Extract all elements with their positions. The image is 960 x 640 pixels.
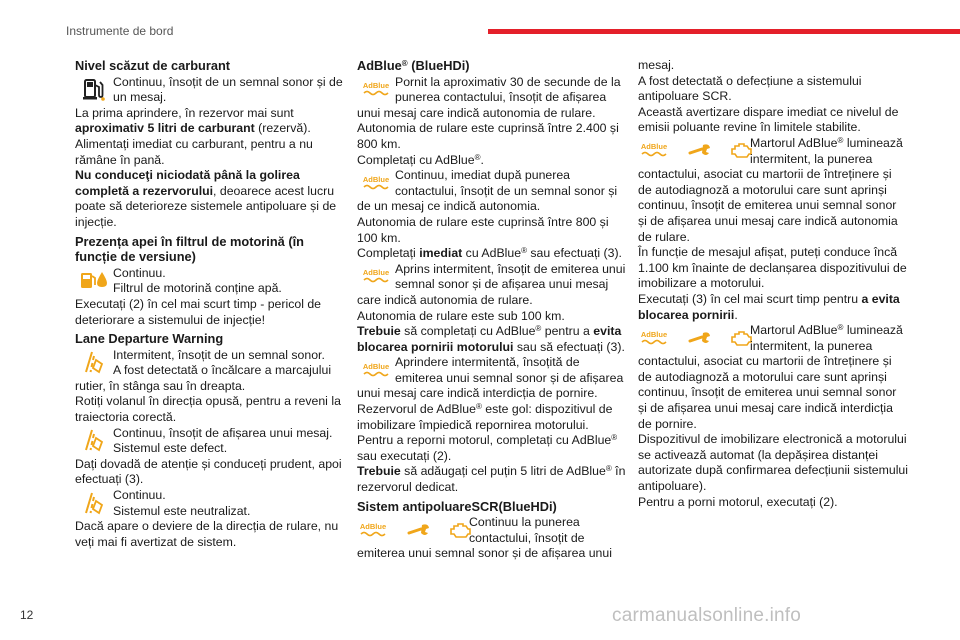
adblue-item-b — [357, 168, 627, 215]
scr-icon-group — [357, 515, 469, 544]
adblue-text-c1: Aprins intermitent, însoțit de emiterea unui semnal sonor și de afișarea unui mesaj care indică autonomia de rulare. — [357, 261, 626, 307]
section-header: Instrumente de bord — [66, 24, 174, 38]
scr-text-c2: Dispozitivul de imobilizare electronică a motorului se activează automat (la depășirea distanței autorizate după confirmarea defecțiunii sistemului antipoluare). — [638, 432, 908, 494]
wrench-icon — [407, 523, 431, 537]
adblue-title: AdBlue® (BlueHDi) — [357, 58, 470, 73]
water-text-3: Executați (2) în cel mai scurt timp - pericol de deteriorare a sistemului de injecție! — [75, 296, 322, 327]
adblue-text-a3: Completați cu AdBlue®. — [357, 152, 484, 167]
scr-text-c3: Pentru a porni motorul, executați (2). — [638, 494, 838, 509]
wrench-icon — [688, 331, 712, 345]
lane-text-b2: Sistemul este defect. — [113, 441, 228, 456]
water-in-diesel-icon — [75, 266, 113, 295]
fuel-item — [75, 75, 345, 106]
adblue-text-b3: Completați imediat cu AdBlue® sau efectuați (3). — [357, 246, 622, 261]
column-2 — [357, 58, 627, 562]
adblue-text-a2: Autonomia de rulare este cuprinsă între 2.400 și 800 km. — [357, 121, 619, 151]
adblue-text-d2: Rezervorul de AdBlue® este gol: dispozitivul de imobilizare împiedică repornirea motorului. — [357, 402, 613, 432]
lane-text-a2: A fost detectată o încălcare a marcajului rutier, în stânga sau în dreapta. — [75, 363, 332, 393]
scr-text-b1: Martorul AdBlue® luminează intermitent, la punerea contactului, asociat cu martorii de întreținere și de autodiagnoză a motorului care sunt aprinși continuu, însoțit de emiterea unui semnal sonor și de afișarea unui mesaj care indică autonomia de rulare. — [638, 135, 903, 244]
adblue-text-d4: Trebuie să adăugați cel puțin 5 litri de AdBlue® în rezervorul dedicat. — [357, 464, 626, 495]
adblue-icon: AdBlue — [357, 262, 395, 291]
fuel-text-2: La prima aprindere, în rezervor mai sunt aproximativ 5 litri de carburant (rezervă). — [75, 105, 311, 136]
scr-text-1: Continuu la punerea contactului, însoțit de emiterea unui semnal sonor și de afișarea unui — [357, 515, 612, 561]
adblue-text-c2: Autonomia de rulare este sub 100 km. — [357, 308, 565, 323]
lane-text-b1: Continuu, însoțit de afișarea unui mesaj. — [113, 425, 333, 440]
adblue-icon: AdBlue — [357, 355, 395, 384]
adblue-item-a — [357, 75, 627, 122]
watermark: carmanualsonline.info — [612, 605, 802, 626]
water-title: Prezența apei în filtrul de motorină (în funcție de versiune) — [75, 233, 304, 265]
lane-text-c2: Sistemul este neutralizat. — [113, 503, 251, 518]
scr-icon-group — [638, 323, 750, 352]
lane-text-a1: Intermitent, însoțit de un semnal sonor. — [113, 347, 325, 362]
scr-text-4: Această avertizare dispare imediat ce nivelul de emisii poluante revine în limitele stabilite. — [638, 104, 899, 135]
adblue-item-c — [357, 262, 627, 309]
lane-item-c — [75, 488, 345, 519]
lane-text-c3: Dacă apare o deviere de la direcția de rulare, nu veți mai fi avertizat de sistem. — [75, 519, 339, 549]
lane-departure-icon — [75, 348, 113, 377]
adblue-text-c3: Trebuie să completați cu AdBlue® pentru a evita blocarea pornirii motorului sau să efectuați (3). — [357, 324, 625, 354]
adblue-text-d1: Aprindere intermitentă, însoțită de emiterea unui semnal sonor și de afișarea unui mesaj care indică interdicția de pornire. — [357, 355, 624, 401]
fuel-text-3: Alimentați imediat cu carburant, pentru a nu rămâne în pană. — [75, 136, 313, 167]
scr-text-c1: Martorul AdBlue® luminează intermitent, la punerea contactului, asociat cu martorii de întreținere și de autodiagnoză a motorului care sunt aprinși continuu, însoțit de emiterea unui semnal sonor și de afișarea unui mesaj care indică interdicția de pornire. — [638, 323, 903, 431]
header-accent-bar — [488, 29, 960, 34]
water-item — [75, 266, 345, 297]
lane-departure-icon — [75, 488, 113, 517]
scr-text-b3: Executați (3) în cel mai scurt timp pentru a evita blocarea pornirii. — [638, 291, 900, 322]
water-text-2: Filtrul de motorină conține apă. — [113, 281, 282, 296]
lane-title: Lane Departure Warning — [75, 331, 224, 347]
fuel-pump-icon — [75, 75, 113, 104]
lane-text-b3: Dați dovadă de atenție și conduceți prudent, apoi efectuați (3). — [75, 456, 342, 487]
lane-text-c1: Continuu. — [113, 488, 166, 503]
scr-text-2: mesaj. — [638, 58, 675, 72]
scr-item-c — [638, 323, 908, 432]
scr-item-b — [638, 136, 908, 245]
scr-text-3: A fost detectată o defecțiune a sistemului antipoluare SCR. — [638, 73, 862, 104]
lane-text-a3: Rotiți volanul în direcția opusă, pentru a reveni la traiectoria corectă. — [75, 394, 341, 425]
fuel-text-1: Continuu, însoțit de un semnal sonor și de un mesaj. — [113, 74, 343, 105]
scr-text-b2: În funcție de mesajul afișat, puteți conduce încă 1.100 km înainte de declanșarea dispozitivului de imobilizare a motorului. — [638, 245, 907, 291]
column-1 — [75, 58, 345, 550]
adblue-icon: AdBlue — [357, 168, 395, 197]
lane-item-a — [75, 348, 345, 395]
lane-item-b — [75, 426, 345, 457]
scr-title: Sistem antipoluareSCR(BlueHDi) — [357, 498, 557, 514]
adblue-icon: AdBlue — [638, 331, 670, 345]
wrench-icon — [688, 143, 712, 157]
adblue-icon: AdBlue — [357, 523, 389, 537]
page-number: 12 — [20, 608, 34, 622]
adblue-text-a1: Pornit la aproximativ 30 de secunde de la punerea contactului, însoțit de afișarea unui mesaj care indică autonomia de rulare. — [357, 74, 621, 120]
fuel-title: Nivel scăzut de carburant — [75, 58, 231, 73]
column-3 — [638, 58, 908, 510]
water-text-1: Continuu. — [113, 265, 166, 280]
adblue-item-d — [357, 355, 627, 402]
adblue-text-d3: Pentru a reporni motorul, completați cu AdBlue® sau executați (2). — [357, 433, 618, 463]
lane-departure-icon — [75, 426, 113, 455]
fuel-text-4: Nu conduceţi niciodată până la golirea completă a rezervorului, deoarece acest lucru poate să deterioreze sistemele antipoluare și de injecție. — [75, 168, 337, 229]
adblue-text-b2: Autonomia de rulare este cuprinsă între 800 și 100 km. — [357, 214, 609, 245]
scr-item — [357, 515, 627, 562]
scr-icon-group — [638, 136, 750, 165]
adblue-icon: AdBlue — [357, 75, 395, 104]
adblue-text-b1: Continuu, imediat după punerea contactului, însoțit de un semnal sonor și de un mesaj ce indică autonomia. — [357, 168, 618, 214]
adblue-icon: AdBlue — [638, 143, 670, 157]
